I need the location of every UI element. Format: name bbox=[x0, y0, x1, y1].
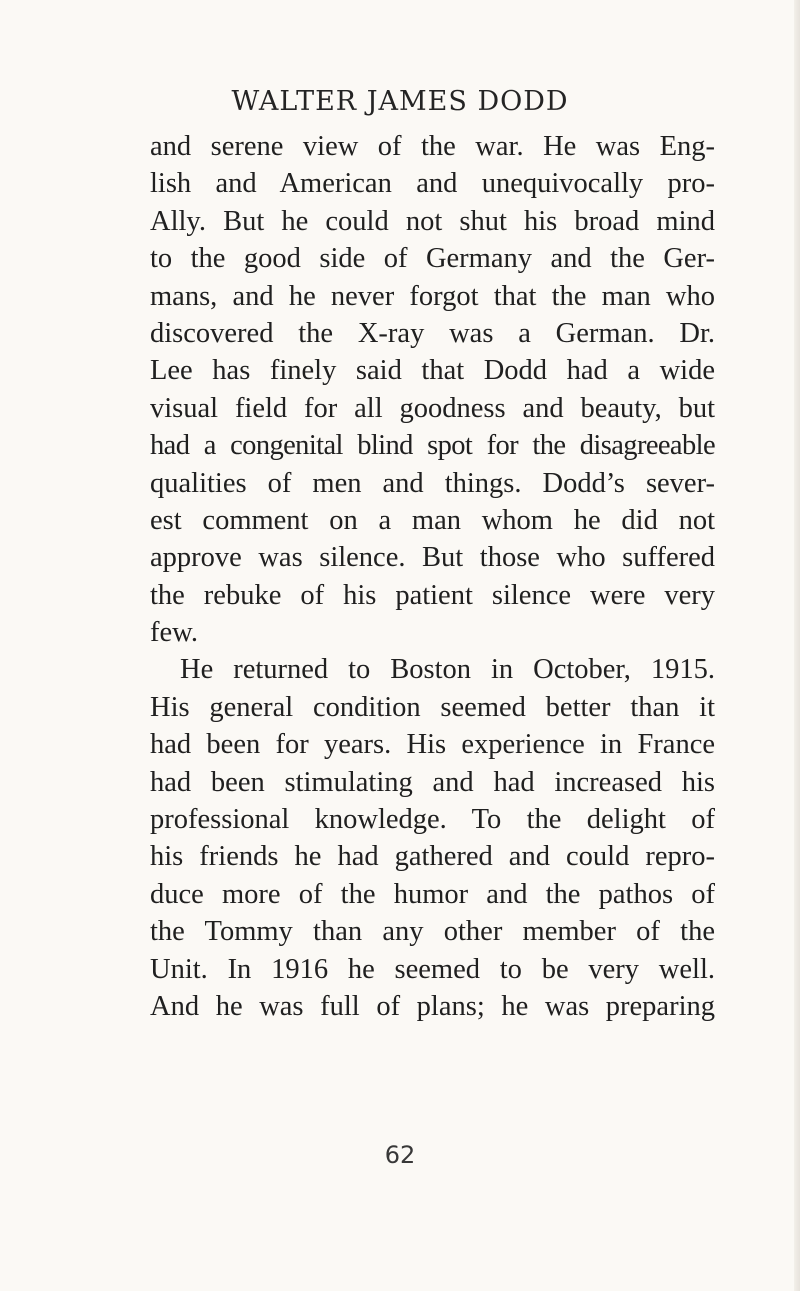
text-line: had been stimulating and had increased his bbox=[150, 766, 715, 798]
text-line: had been for years. His experience in France bbox=[150, 729, 715, 761]
text-line: the rebuke of his patient silence were very bbox=[150, 579, 715, 611]
text-line: professional knowledge. To the delight of bbox=[150, 804, 715, 836]
text-line: est comment on a man whom he did not bbox=[150, 504, 715, 536]
page-number: 62 bbox=[384, 1141, 416, 1169]
text-line: had a congenital blind spot for the disagreeable bbox=[150, 430, 715, 462]
text-line: Lee has finely said that Dodd had a wide bbox=[150, 355, 715, 387]
text-line: the Tommy than any other member of the bbox=[150, 916, 715, 948]
text-line: to the good side of Germany and the Ger- bbox=[150, 243, 715, 275]
running-head: WALTER JAMES DODD bbox=[231, 86, 569, 117]
paragraph-start-line: He returned to Boston in October, 1915. bbox=[180, 654, 715, 686]
body-text bbox=[150, 128, 715, 1025]
text-line: and serene view of the war. He was Eng- bbox=[150, 131, 715, 162]
text-line: And he was full of plans; he was preparing bbox=[150, 990, 715, 1022]
page-edge bbox=[794, 0, 800, 1291]
text-line: approve was silence. But those who suffered bbox=[150, 542, 715, 574]
text-line: lish and American and unequivocally pro- bbox=[150, 168, 715, 200]
text-line: visual field for all goodness and beauty, but bbox=[150, 392, 715, 424]
text-line: his friends he had gathered and could repro- bbox=[150, 841, 715, 873]
text-line: His general condition seemed better than it bbox=[150, 691, 715, 723]
text-line: Ally. But he could not shut his broad mind bbox=[150, 205, 715, 237]
text-line: few. bbox=[150, 617, 198, 649]
text-line: mans, and he never forgot that the man who bbox=[150, 280, 715, 312]
text-line: duce more of the humor and the pathos of bbox=[150, 878, 715, 910]
text-line: discovered the X-ray was a German. Dr. bbox=[150, 317, 715, 349]
text-line: Unit. In 1916 he seemed to be very well. bbox=[150, 953, 715, 985]
text-line: qualities of men and things. Dodd’s sever- bbox=[150, 467, 715, 499]
